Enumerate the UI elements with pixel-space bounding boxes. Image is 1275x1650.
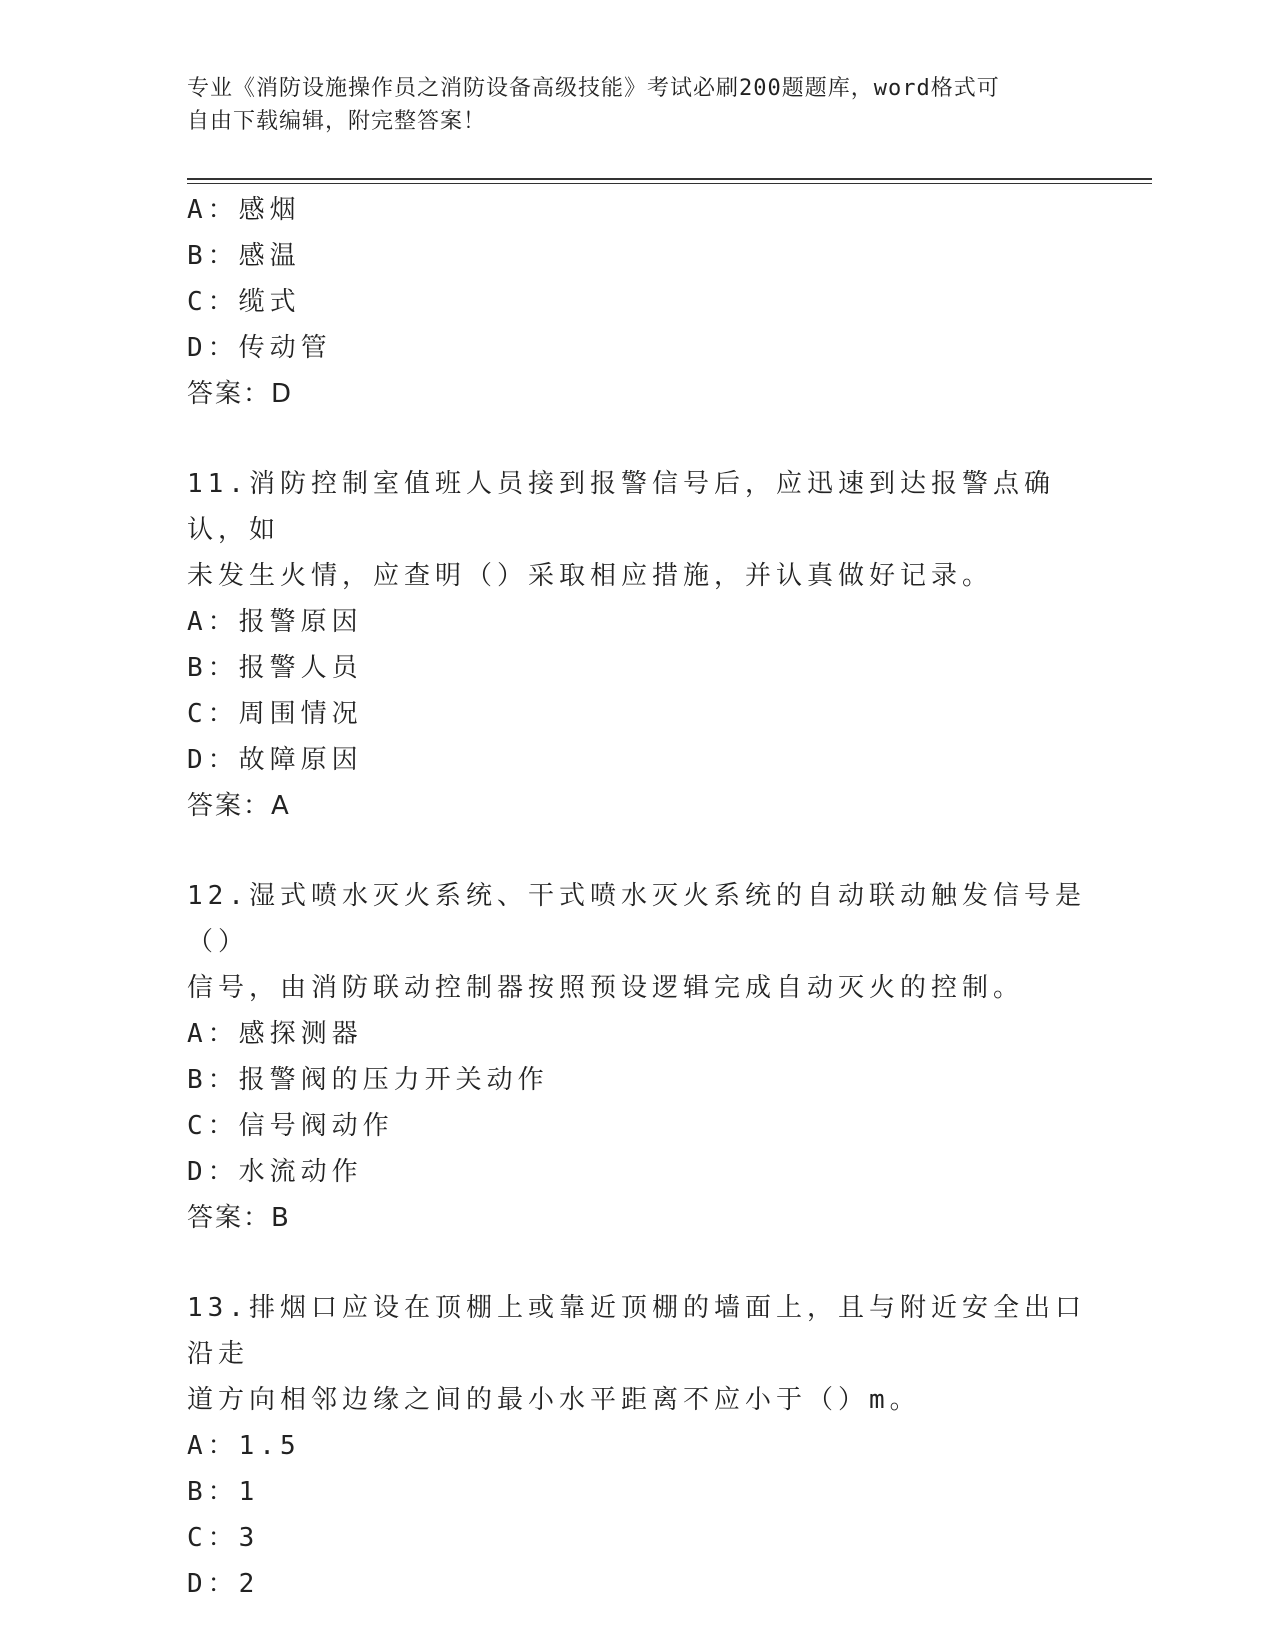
header-line-2: 自由下载编辑，附完整答案！: [187, 109, 487, 134]
option-d: D：水流动作: [187, 1157, 363, 1187]
option-a: A：1.5: [187, 1431, 301, 1461]
question-stem-line-1: 13.排烟口应设在顶棚上或靠近顶棚的墙面上，且与附近安全出口沿走: [187, 1293, 1086, 1369]
question-12: [187, 873, 1087, 1241]
document-header: [187, 72, 1067, 138]
option-b: B：1: [187, 1477, 260, 1507]
header-rule-thick: [187, 178, 1152, 180]
question-11: [187, 461, 1087, 829]
question-stem-line-2: 未发生火情，应查明（）采取相应措施，并认真做好记录。: [187, 561, 994, 591]
header-line-1: 专业《消防设施操作员之消防设备高级技能》考试必刷200题题库，word格式可: [187, 76, 1000, 101]
option-d: D：故障原因: [187, 745, 363, 775]
document-body: [187, 187, 1087, 1607]
option-a: A：感烟: [187, 195, 301, 225]
question-stem-line-2: 信号，由消防联动控制器按照预设逻辑完成自动灭火的控制。: [187, 973, 1025, 1003]
option-a: A：感探测器: [187, 1019, 363, 1049]
header-rule-thin: [187, 183, 1152, 184]
question-13: [187, 1285, 1087, 1607]
option-b: B：报警阀的压力开关动作: [187, 1065, 549, 1095]
option-c: C：3: [187, 1523, 260, 1553]
answer: 答案：B: [187, 1203, 291, 1233]
option-c: C：缆式: [187, 287, 301, 317]
answer: 答案：D: [187, 379, 294, 409]
option-b: B：报警人员: [187, 653, 363, 683]
option-c: C：信号阀动作: [187, 1111, 394, 1141]
question-stem-line-1: 12.湿式喷水灭火系统、干式喷水灭火系统的自动联动触发信号是（）: [187, 881, 1086, 957]
option-c: C：周围情况: [187, 699, 363, 729]
question-10: [187, 187, 1087, 417]
option-d: D：2: [187, 1569, 260, 1599]
option-a: A：报警原因: [187, 607, 363, 637]
answer: 答案：A: [187, 791, 291, 821]
option-b: B：感温: [187, 241, 301, 271]
question-stem-line-1: 11.消防控制室值班人员接到报警信号后，应迅速到达报警点确认，如: [187, 469, 1055, 545]
option-d: D：传动管: [187, 333, 332, 363]
question-stem-line-2: 道方向相邻边缘之间的最小水平距离不应小于（）m。: [187, 1385, 921, 1415]
